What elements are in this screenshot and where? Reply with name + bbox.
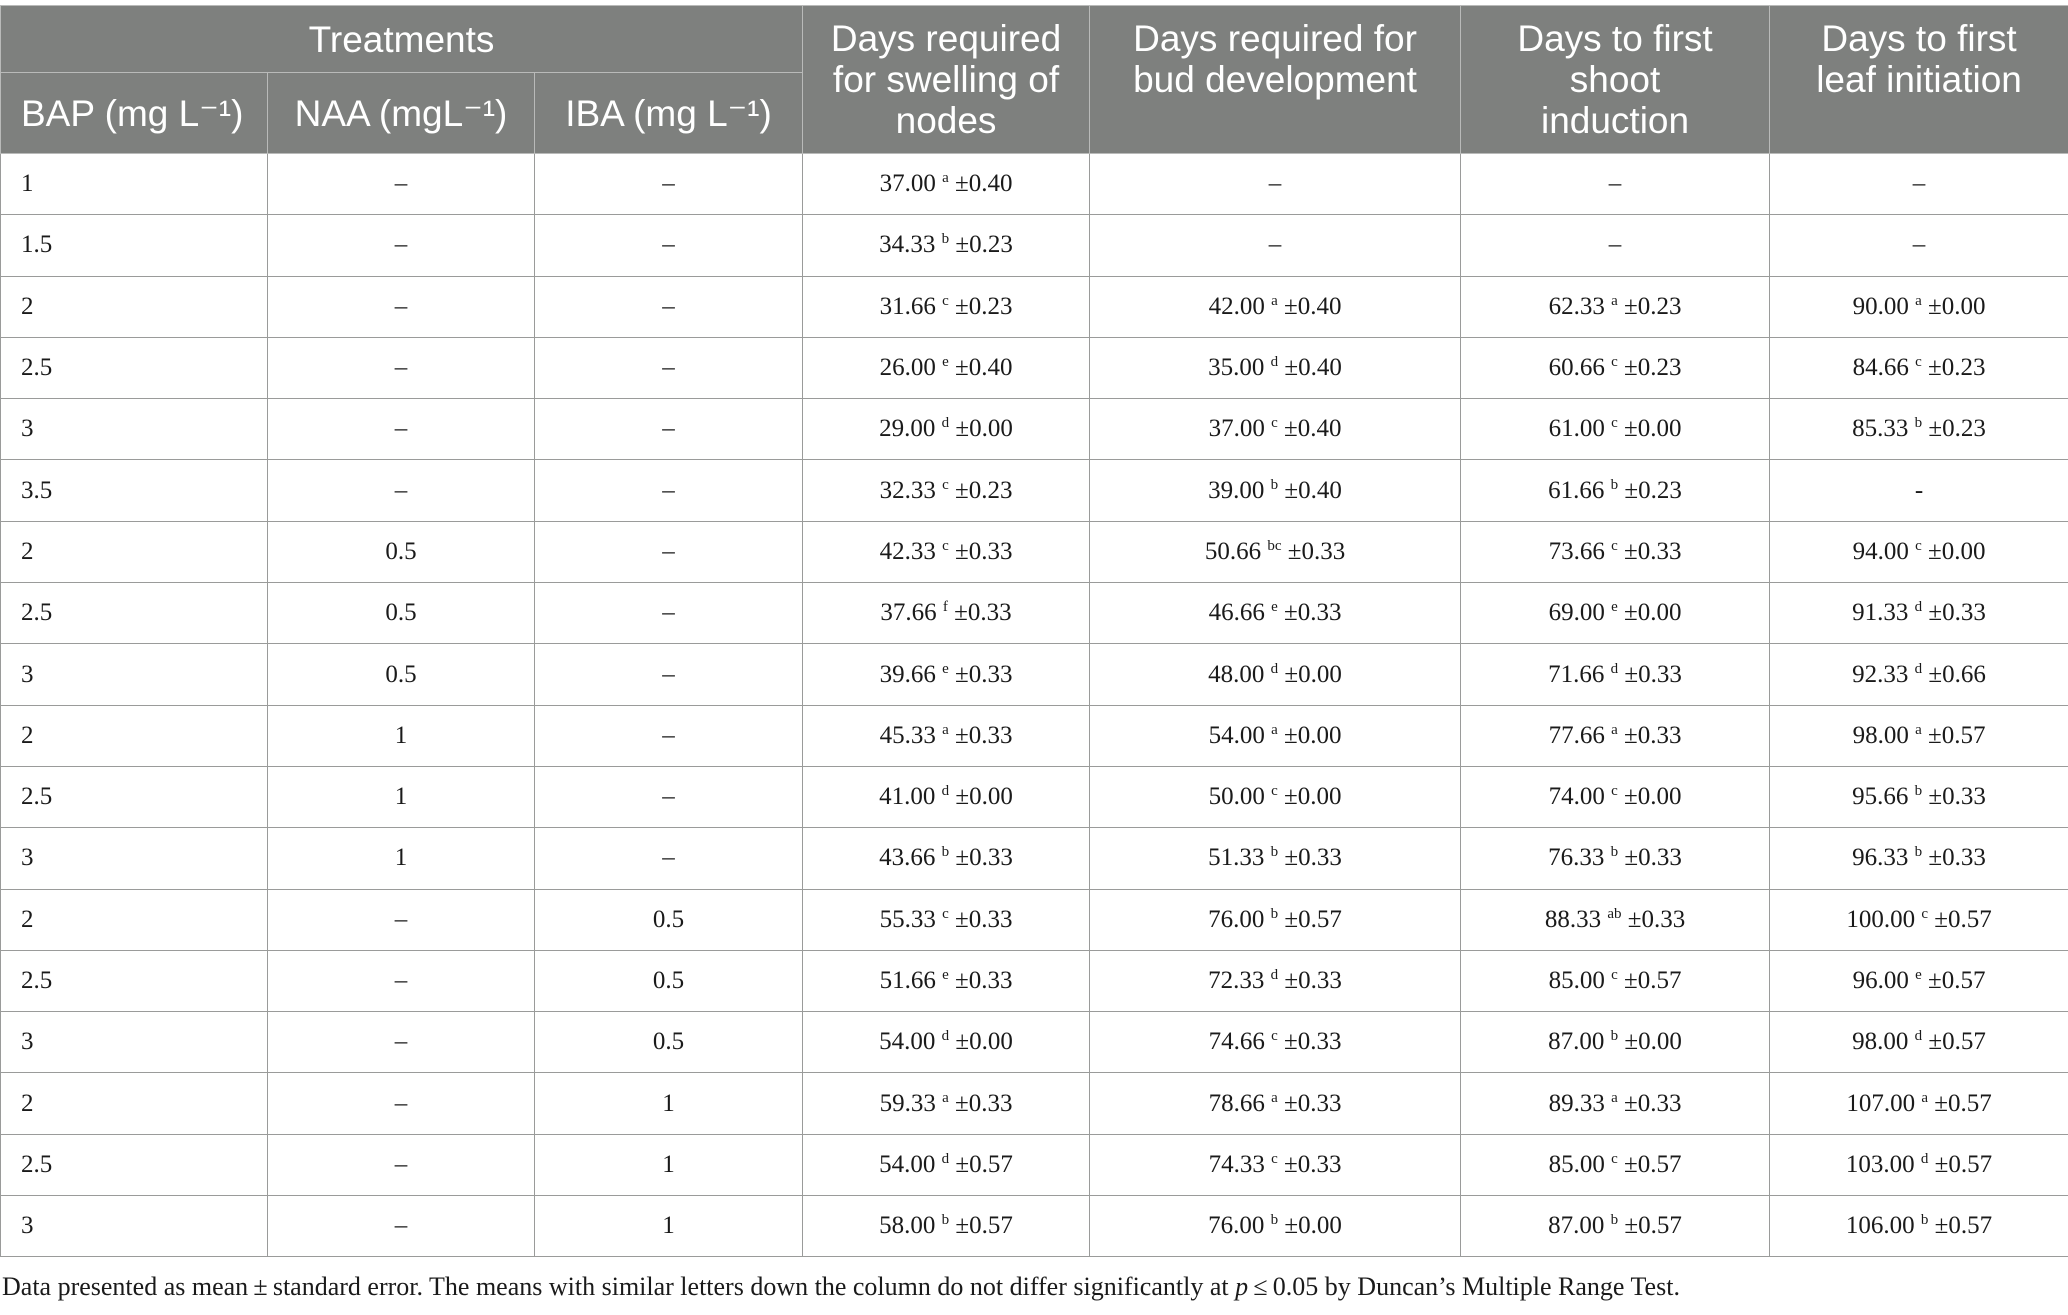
cell-leaf: -	[1770, 460, 2068, 521]
cell-bap: 2	[1, 276, 268, 337]
cell-iba: –	[535, 337, 803, 398]
cell-shoot: 88.33 $^{ab}$ ±0.33	[1461, 889, 1770, 950]
table-row	[1, 766, 2068, 827]
cell-naa: –	[268, 1134, 535, 1195]
cell-naa: –	[268, 1073, 535, 1134]
table-row	[1, 950, 2068, 1011]
cell-leaf: –	[1770, 215, 2068, 276]
cell-naa: –	[268, 950, 535, 1011]
cell-iba: –	[535, 399, 803, 460]
cell-iba: –	[535, 276, 803, 337]
table-footnote: Data presented as mean ± standard error. The means with similar letters down the column do not differ significantly at p ≤ 0.05 by Duncan’s Multiple Range Test.	[2, 1272, 1680, 1301]
header-shoot: Days to first shoot induction	[1461, 6, 1770, 154]
cell-shoot: 61.66 $^b$ ±0.23	[1461, 460, 1770, 521]
cell-iba: 0.5	[535, 950, 803, 1011]
cell-swell: 55.33 $^c$ ±0.33	[803, 889, 1090, 950]
cell-leaf: 96.00 $^e$ ±0.57	[1770, 950, 2068, 1011]
table-container	[0, 5, 2068, 1257]
cell-leaf: 94.00 $^c$ ±0.00	[1770, 521, 2068, 582]
cell-leaf: 92.33 $^d$ ±0.66	[1770, 644, 2068, 705]
header-leaf: Days to first leaf initiation	[1770, 6, 2068, 154]
cell-leaf: –	[1770, 154, 2068, 215]
cell-iba: –	[535, 154, 803, 215]
cell-swell: 34.33 $^b$ ±0.23	[803, 215, 1090, 276]
table-row	[1, 705, 2068, 766]
cell-leaf: 98.00 $^a$ ±0.57	[1770, 705, 2068, 766]
table-row	[1, 583, 2068, 644]
cell-naa: –	[268, 889, 535, 950]
data-table	[0, 5, 2068, 1257]
header-bap: BAP (mg L⁻¹)	[1, 73, 268, 154]
cell-bap: 1.5	[1, 215, 268, 276]
cell-shoot: 89.33 $^a$ ±0.33	[1461, 1073, 1770, 1134]
cell-swell: 26.00 $^e$ ±0.40	[803, 337, 1090, 398]
cell-shoot: 69.00 $^e$ ±0.00	[1461, 583, 1770, 644]
cell-swell: 58.00 $^b$ ±0.57	[803, 1196, 1090, 1257]
cell-bap: 2.5	[1, 583, 268, 644]
cell-bud: 48.00 $^d$ ±0.00	[1090, 644, 1461, 705]
cell-leaf: 90.00 $^a$ ±0.00	[1770, 276, 2068, 337]
cell-swell: 29.00 $^d$ ±0.00	[803, 399, 1090, 460]
cell-bap: 2	[1, 521, 268, 582]
cell-naa: 1	[268, 828, 535, 889]
cell-naa: 1	[268, 766, 535, 827]
cell-bud: 50.66 $^{bc}$ ±0.33	[1090, 521, 1461, 582]
table-row	[1, 460, 2068, 521]
table-row	[1, 1196, 2068, 1257]
cell-swell: 31.66 $^c$ ±0.23	[803, 276, 1090, 337]
cell-iba: –	[535, 766, 803, 827]
cell-naa: 0.5	[268, 644, 535, 705]
cell-iba: –	[535, 644, 803, 705]
cell-leaf: 103.00 $^d$ ±0.57	[1770, 1134, 2068, 1195]
header-treatments: Treatments	[1, 6, 803, 73]
cell-leaf: 100.00 $^c$ ±0.57	[1770, 889, 2068, 950]
cell-bap: 2	[1, 1073, 268, 1134]
cell-naa: 0.5	[268, 583, 535, 644]
cell-naa: –	[268, 154, 535, 215]
cell-naa: –	[268, 276, 535, 337]
cell-iba: –	[535, 521, 803, 582]
cell-swell: 54.00 $^d$ ±0.00	[803, 1012, 1090, 1073]
cell-shoot: 62.33 $^a$ ±0.23	[1461, 276, 1770, 337]
cell-swell: 59.33 $^a$ ±0.33	[803, 1073, 1090, 1134]
cell-iba: 1	[535, 1134, 803, 1195]
cell-naa: –	[268, 399, 535, 460]
cell-naa: 1	[268, 705, 535, 766]
cell-swell: 51.66 $^e$ ±0.33	[803, 950, 1090, 1011]
table-row	[1, 276, 2068, 337]
cell-shoot: 73.66 $^c$ ±0.33	[1461, 521, 1770, 582]
table-row	[1, 215, 2068, 276]
cell-bap: 3.5	[1, 460, 268, 521]
cell-bud: 76.00 $^b$ ±0.57	[1090, 889, 1461, 950]
cell-shoot: 76.33 $^b$ ±0.33	[1461, 828, 1770, 889]
cell-shoot: 87.00 $^b$ ±0.57	[1461, 1196, 1770, 1257]
cell-leaf: 91.33 $^d$ ±0.33	[1770, 583, 2068, 644]
cell-bap: 2	[1, 705, 268, 766]
cell-bud: 74.66 $^c$ ±0.33	[1090, 1012, 1461, 1073]
cell-iba: 1	[535, 1196, 803, 1257]
cell-bap: 3	[1, 828, 268, 889]
cell-bud: 76.00 $^b$ ±0.00	[1090, 1196, 1461, 1257]
cell-iba: 0.5	[535, 1012, 803, 1073]
cell-swell: 41.00 $^d$ ±0.00	[803, 766, 1090, 827]
cell-bud: 51.33 $^b$ ±0.33	[1090, 828, 1461, 889]
cell-bap: 3	[1, 1012, 268, 1073]
table-row	[1, 1073, 2068, 1134]
cell-iba: –	[535, 828, 803, 889]
cell-bap: 3	[1, 399, 268, 460]
cell-swell: 45.33 $^a$ ±0.33	[803, 705, 1090, 766]
cell-bud: –	[1090, 215, 1461, 276]
cell-bud: 46.66 $^e$ ±0.33	[1090, 583, 1461, 644]
cell-swell: 43.66 $^b$ ±0.33	[803, 828, 1090, 889]
cell-swell: 37.00 $^a$ ±0.40	[803, 154, 1090, 215]
cell-leaf: 84.66 $^c$ ±0.23	[1770, 337, 2068, 398]
cell-bap: 2.5	[1, 766, 268, 827]
cell-swell: 42.33 $^c$ ±0.33	[803, 521, 1090, 582]
cell-iba: –	[535, 705, 803, 766]
cell-naa: –	[268, 460, 535, 521]
cell-iba: 0.5	[535, 889, 803, 950]
cell-swell: 32.33 $^c$ ±0.23	[803, 460, 1090, 521]
table-row	[1, 1012, 2068, 1073]
cell-shoot: –	[1461, 215, 1770, 276]
cell-bap: 2.5	[1, 337, 268, 398]
cell-bud: 78.66 $^a$ ±0.33	[1090, 1073, 1461, 1134]
cell-shoot: 61.00 $^c$ ±0.00	[1461, 399, 1770, 460]
cell-shoot: 85.00 $^c$ ±0.57	[1461, 950, 1770, 1011]
table-row	[1, 1134, 2068, 1195]
cell-iba: –	[535, 583, 803, 644]
table-row	[1, 889, 2068, 950]
cell-iba: –	[535, 215, 803, 276]
cell-bap: 3	[1, 644, 268, 705]
cell-naa: –	[268, 215, 535, 276]
cell-naa: –	[268, 1012, 535, 1073]
cell-bud: 37.00 $^c$ ±0.40	[1090, 399, 1461, 460]
cell-bud: 50.00 $^c$ ±0.00	[1090, 766, 1461, 827]
cell-iba: 1	[535, 1073, 803, 1134]
cell-swell: 54.00 $^d$ ±0.57	[803, 1134, 1090, 1195]
table-row	[1, 828, 2068, 889]
header-bud: Days required for bud development	[1090, 6, 1461, 154]
cell-bap: 2	[1, 889, 268, 950]
cell-leaf: 96.33 $^b$ ±0.33	[1770, 828, 2068, 889]
cell-bap: 3	[1, 1196, 268, 1257]
header-swelling: Days required for swelling of nodes	[803, 6, 1090, 154]
cell-naa: 0.5	[268, 521, 535, 582]
cell-shoot: 74.00 $^c$ ±0.00	[1461, 766, 1770, 827]
cell-leaf: 106.00 $^b$ ±0.57	[1770, 1196, 2068, 1257]
cell-shoot: 71.66 $^d$ ±0.33	[1461, 644, 1770, 705]
cell-shoot: 77.66 $^a$ ±0.33	[1461, 705, 1770, 766]
table-row	[1, 154, 2068, 215]
cell-swell: 37.66 $^f$ ±0.33	[803, 583, 1090, 644]
cell-leaf: 95.66 $^b$ ±0.33	[1770, 766, 2068, 827]
cell-bud: 39.00 $^b$ ±0.40	[1090, 460, 1461, 521]
table-header	[1, 6, 2068, 154]
cell-bap: 1	[1, 154, 268, 215]
cell-bud: 54.00 $^a$ ±0.00	[1090, 705, 1461, 766]
table-row	[1, 399, 2068, 460]
cell-shoot: 60.66 $^c$ ±0.23	[1461, 337, 1770, 398]
cell-shoot: 87.00 $^b$ ±0.00	[1461, 1012, 1770, 1073]
header-naa: NAA (mgL⁻¹)	[268, 73, 535, 154]
table-row	[1, 521, 2068, 582]
table-body	[1, 154, 2068, 1257]
cell-bud: 72.33 $^d$ ±0.33	[1090, 950, 1461, 1011]
cell-bud: 35.00 $^d$ ±0.40	[1090, 337, 1461, 398]
cell-swell: 39.66 $^e$ ±0.33	[803, 644, 1090, 705]
cell-leaf: 85.33 $^b$ ±0.23	[1770, 399, 2068, 460]
cell-naa: –	[268, 337, 535, 398]
header-iba: IBA (mg L⁻¹)	[535, 73, 803, 154]
cell-bap: 2.5	[1, 950, 268, 1011]
cell-bud: –	[1090, 154, 1461, 215]
cell-bud: 42.00 $^a$ ±0.40	[1090, 276, 1461, 337]
cell-leaf: 98.00 $^d$ ±0.57	[1770, 1012, 2068, 1073]
cell-naa: –	[268, 1196, 535, 1257]
table-row	[1, 644, 2068, 705]
cell-bud: 74.33 $^c$ ±0.33	[1090, 1134, 1461, 1195]
cell-iba: –	[535, 460, 803, 521]
cell-shoot: 85.00 $^c$ ±0.57	[1461, 1134, 1770, 1195]
cell-leaf: 107.00 $^a$ ±0.57	[1770, 1073, 2068, 1134]
table-row	[1, 337, 2068, 398]
cell-shoot: –	[1461, 154, 1770, 215]
cell-bap: 2.5	[1, 1134, 268, 1195]
